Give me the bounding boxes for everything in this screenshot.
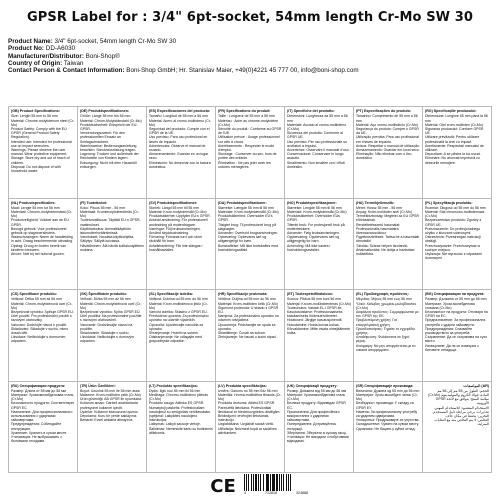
- spec-grid: [8, 106, 492, 473]
- spec-cell-text: Size: Length 55 mm to 56 mm Material: Chrome-molybdenum steel (Cr-Mo) Product Safety: Comply with the EU GPSR (General Product Safety Regulation). Intended use: Intended for professional use on impact wrenches. Warnings: Please observe the user manual. Wear protective equipment. Storage: Store dry and out of reach of children. Disposal: Do not dispose of with household waste.: [11, 114, 75, 173]
- spec-cell-heading: (GB) Product Specifications:: [11, 109, 60, 113]
- spec-cell: [78, 290, 147, 382]
- spec-cell-heading: (NO) Produktspesifikasjoner:: [287, 200, 337, 205]
- spec-cell-text: Velikost: Délka 55 mm až 56 mm Materiál: Chrom-molybdenová ocel (Cr-Mo) Bezpečnost výrobku: Splňuje GPSR EU. Účel použití: Pro profesionální použití s rázovými utahováky. Varování: Dodržujte návod k použití. Skladování: Skladujte v suchu, mimo dosah dětí. Likvidace: Nelikvidujte s domovním odpadem.: [11, 297, 74, 344]
- spec-cell-heading: (BG) Спецификации на продукта:: [425, 292, 485, 296]
- spec-cell-heading: (NL) Productspecificaties:: [11, 200, 56, 205]
- spec-cell: [285, 199, 354, 291]
- spec-cell-heading: (HU) Termékjellemzők:: [356, 200, 395, 205]
- spec-cell-heading: (SK) Špecifikácie produktu:: [80, 292, 127, 296]
- barcode-bar: [253, 474, 254, 491]
- spec-cell-heading: (LV) Produkta specifikācijas:: [218, 383, 267, 388]
- spec-cell-heading: (UK) Специфікації продукту:: [287, 383, 338, 388]
- spec-cell: [147, 382, 216, 474]
- spec-cell: [285, 107, 354, 199]
- spec-cell-text: Boyut: Uzunluk 55 mm ile 56 mm arası Malzeme: Krom-molibden çelik (Cr-Mo) Ürün güvenliği: AB GPSR ile uyumludur. Kullanım amacı: Darbeli anahtarlarda profesyonel kullanım içindir. Uyarılar: Kullanım kılavuzuna uyunuz. Depolama: Kuru bir yerde saklayınız. Bertaraf: Evsel atıklarla atmayınız.: [80, 388, 143, 423]
- barcode-right-group: 324888: [296, 491, 308, 495]
- spec-cell: [78, 382, 147, 474]
- spec-cell: [285, 290, 354, 382]
- spec-cell: [216, 290, 285, 382]
- spec-cell-heading: (SR) Спецификације производа:: [356, 383, 414, 388]
- spec-cell: [423, 199, 492, 291]
- barcode-bars: [244, 474, 308, 491]
- spec-cell-heading: (PL) Specyfikacja produktu:: [425, 200, 473, 205]
- barcode-bar: [270, 474, 271, 491]
- spec-cell: [354, 382, 423, 474]
- spec-cell-text: Størrelse: Længde 55 mm til 56 mm Materiale: Krom-molybdænstål (Cr-Mo) Produktsikkerhed: Overholder EU's GPSR. Tilsigtet brug: Til professionel brug på slagnøgler. Advarsler: Overhold brugsanvisningen. Opbevaring: Opbevares tørt og utilgængeligt for børn. Bortskaffelse: Må ikke bortskaffes med husholdningsaffald.: [218, 205, 279, 252]
- spec-cell: [354, 199, 423, 291]
- label-title: GPSR Label for : 3/4" 6pt-socket, 54mm length Cr-Mo SW 30: [26, 10, 474, 25]
- spec-cell-heading: (RU) Спецификации продукта:: [11, 383, 66, 388]
- spec-cell-heading: (FI) Tuotetiedot:: [80, 200, 108, 205]
- barcode-bar: [263, 474, 264, 491]
- spec-cell-heading: (HR) Specifikacije proizvoda:: [218, 292, 268, 296]
- spec-cell-text: الحجم: الطول من 55 مم إلى 56 مم المادة: فولاذ الكروم والموليبدينوم (Cr-Mo) سلامة المنتج: يتوافق مع لائحة GPSR الأوروبية. الاستخدام المقصود: للاستخدام المهني. تحذيرات: يرجى مراعاة دليل المستخدم. التخزين: يحفظ في مكان جاف. التخلص: لا يتم التخلص منه مع النفايات المنزلية.: [428, 388, 489, 427]
- spec-cell-heading: (EL) Προδιαγραφές προϊόντος:: [356, 292, 410, 296]
- info-row-country-of-origin: Country of Origin: Taiwan: [8, 59, 84, 67]
- spec-cell-text: Размер: Дължина от 55 mm до 56 mm Материал: Хром-молибденова стомана (Cr-Mo) Безопасност на продукта: Отговаря на GPSR на ЕС. Предназначение: За професионална употреба с ударни гайковерти. Предупреждения: Спазвайте ръководството за употреба. Съхранение: Да се съхранява на сухо място. Изхвърляне: Да не се изхвърля с битовите отпадъци.: [425, 297, 488, 352]
- spec-cell-text: Taille : Longueur de 55 mm à 56 mm Matériau : Acier au chrome-molybdène (Cr-Mo) Sécurité du produit : Conforme au GPSR de l'UE. Utilisation prévue : Usage professionnel sur clés à chocs. Avertissements : Respecter le mode d'emploi. Stockage : Conserver au sec, hors de portée des enfants. Élimination : Ne pas jeter avec les ordures ménagères.: [218, 114, 282, 169]
- spec-cell-text: Veličina: Duljina od 55 mm do 56 mm Materijal: Krom-molibden čelik (Cr-Mo) Sigurnost proizvoda: U skladu s GPSR EU. Namjena: Za profesionalnu uporabu na udarnim odvijačima. Upozorenja: Pridržavajte se uputa za uporabu. Skladištenje: Čuvati na suhom. Zbrinjavanje: Ne bacati u kućni otpad.: [218, 297, 279, 340]
- spec-cell-text: Storlek: Längd 55 mm till 56 mm Material: Krom-molybdenstål (Cr-Mo) Produktsäkerhet: Uppfyller EU:s GPSR. Avsedd användning: För professionell användning på mutterdragare. Varningar: Följ bruksanvisningen. Använd skyddsutrustning. Förvaring: Förvaras torrt och utom räckhåll för barn. Avfallshantering: Får inte slängas i hushållsavfallet.: [149, 205, 211, 252]
- info-row-product-no: Product No: DD-A6030: [8, 45, 76, 53]
- spec-cell-text: Rozmiar: Długość od 55 mm do 56 mm Materiał: Stal chromowo-molibdenowa (Cr-Mo) Bezpieczeństwo produktu: Zgodny z GPSR UE. Przeznaczenie: Do profesjonalnego użytku z kluczami udarowymi. Ostrzeżenia: Przestrzegać instrukcji obsługi. Przechowywanie: Przechowywać w suchym miejscu. Utylizacja: Nie wyrzucać z odpadami domowymi.: [425, 205, 486, 261]
- spec-cell-text: Величина: Дужина од 55 mm до 56 mm Материјал: Хром-молибден челик (Cr-Mo) Безбедност производа: У складу са GPSR ЕУ. Намена: За професионалну употребу са ударним одвијачима. Упозорења: Придржавајте се упутства. Складиштење: Чувати на сувом месту. Одлагање: Не бацати у кућни отпад.: [356, 388, 420, 431]
- spec-cell: [423, 382, 492, 474]
- barcode-bar: [246, 474, 247, 491]
- barcode-bar: [267, 474, 268, 491]
- spec-cell-heading: (DA) Produktspecifikationer:: [218, 200, 267, 205]
- spec-cell-text: Izmērs: Garums no 55 mm līdz 56 mm Materiāls: Hroma-molibdēna tērauds (Cr-Mo) Produkta drošums: Atbilst ES GPSR. Paredzētā lietošana: Profesionālai lietošanai ar triecienuzgriežņu atslēgām. Brīdinājumi: Ievērojiet lietošanas instrukciju. Uzglabāšana: Uzglabāt sausā vietā. Utilizācija: Neizmest kopā ar sadzīves atkritumiem.: [218, 388, 282, 435]
- spec-cell: [216, 107, 285, 199]
- barcode-digits: [244, 491, 308, 496]
- spec-cell-heading: (ES) Especificaciones del producto:: [149, 109, 211, 113]
- spec-cell-heading: (IT) Specifiche del prodotto:: [287, 109, 335, 113]
- spec-cell: [147, 107, 216, 199]
- spec-cell-text: Размер: Длина от 55 мм до 56 мм Материал: Хромомолибденовая сталь (Cr-Mo) Безопасность продукта: Соответствует GPSR ЕС. Назначение: Для профессионального использования с ударными гайковертами. Предупреждения: Соблюдайте инструкцию. Хранение: Хранить в сухом месте. Утилизация: Не выбрасывать с бытовыми отходами.: [11, 388, 75, 444]
- spec-cell-text: Méret: Hossz 55 mm - 56 mm Anyag: Króm-molibdén acél (Cr-Mo) Termékbiztonság: Megfelel az EU GPSR előírásainak. Rendeltetésszerű használat: Professzionális használatra ütvecsavarozókhoz. Figyelmeztetések: Tartsa be a használati útmutatót. Tárolás: Száraz helyen tárolandó. Ártalmatlanítás: Ne dobja a háztartási hulladékba.: [356, 205, 420, 257]
- spec-cell-text: Maat: Lengte 55 mm tot 56 mm Materiaal: Chroom-molybdeenstaal (Cr-Mo) Productveiligheid: Voldoet aan de EU GPSR. Beoogd gebruik: Voor professioneel gebruik op slagmoersleutels. Waarschuwingen: Neem de handleiding in acht. Draag beschermende uitrusting. Opslag: Droog en buiten bereik van kinderen bewaren. Afvoer: Niet bij het huisvuil gooien.: [11, 205, 74, 257]
- spec-cell-heading: (CS) Specifikace produktu:: [11, 292, 57, 296]
- barcode-bar: [276, 474, 277, 491]
- spec-cell-text: Tamanho: Comprimento de 55 mm a 56 mm Material: Aço cromo-molibdénio (Cr-Mo) Segurança do produto: Cumpre o GPSR da UE. Utilização prevista: Para uso profissional em chaves de impacto. Avisos: Respeitar o manual de utilização. Armazenamento: Guardar em local seco. Eliminação: Não eliminar com o lixo doméstico.: [356, 114, 420, 161]
- barcode-bar: [288, 474, 289, 491]
- info-row-manufacturer: Manufacturer/Distributor: Boni-Shop®: [8, 52, 120, 60]
- ean-barcode: [244, 474, 308, 498]
- spec-cell: [9, 199, 78, 291]
- spec-cell: [147, 290, 216, 382]
- spec-cell: [9, 382, 78, 474]
- spec-cell-heading: (PT) Especificações do produto:: [356, 109, 412, 113]
- barcode-bar: [281, 474, 282, 491]
- info-row-product-name: Product Name: 3/4" 6pt-socket, 54mm length Cr-Mo SW 30: [8, 38, 177, 45]
- barcode-bar: [290, 474, 291, 491]
- spec-cell: [9, 290, 78, 382]
- spec-cell-text: Dimensiune: Lungime 55 mm până la 56 mm Material: Oțel crom-molibden (Cr-Mo) Siguranța produsului: Conform GPSR UE. Utilizare prevăzută: Pentru utilizare profesională la chei cu impact. Avertismente: Respectați manualul de utilizare. Depozitare: A se păstra la loc uscat. Eliminare: Nu aruncați împreună cu deșeurile menajere.: [425, 114, 488, 165]
- spec-cell-text: Dydis: Ilgis nuo 55 mm iki 56 mm Medžiaga: Chromo-molibdeno plienas (Cr-Mo) Produkto sauga: Atitinka ES GPSR. Numatytoji paskirtis: Profesionaliam naudojimui su smūginiais veržliasukiais. Įspėjimai: Laikykitės naudojimo instrukcijos. Laikymas: Laikyti sausoje vietoje. Šalinimas: Nemeskite kartu su buitinėmis atliekomis.: [149, 388, 213, 435]
- spec-cell-heading: (DE) Produktspezifikationen:: [80, 109, 130, 113]
- barcode-first-digit: 4: [244, 491, 246, 495]
- barcode-bar: [255, 474, 257, 491]
- spec-cell-heading: (LT) Produkto specifikacijos:: [149, 383, 199, 388]
- barcode-left-group: 712818: [265, 491, 277, 495]
- spec-cell-text: Velikost: Dolžina od 55 mm do 56 mm Material: Krom-molibdenovo jeklo (Cr-Mo) Varnost izdelka: Skladno z GPSR EU. Predvidena uporaba: Za profesionalno uporabo na udarnih vijačnikih. Opozorila: Upoštevajte navodila za uporabo. Shranjevanje: Hraniti na suhem. Odstranjevanje: Ne odlagajte med gospodinjske odpadke.: [149, 297, 209, 344]
- spec-cell: [423, 107, 492, 199]
- spec-cell: [285, 382, 354, 474]
- barcode-bar: [260, 474, 261, 491]
- spec-cell: [216, 382, 285, 474]
- spec-cell-text: Розмір: Довжина від 55 мм до 56 мм Матеріал: Хромомолібденова сталь (Cr-Mo) Безпека продукту: Відповідає GPSR ЄС. Призначення: Для професійного використання з ударними гайковертами. Попередження: Дотримуйтесь інструкції. Зберігання: Зберігати в сухому місці. Утилізація: Не викидати з побутовими відходами.: [287, 388, 349, 444]
- spec-cell-text: Størrelse: Lengde 55 mm til 56 mm Materiale: Krom-molybdenstål (Cr-Mo) Produktsikkerhet: Overholder EUs GPSR. Tiltenkt bruk: For profesjonell bruk på muttertrekkere. Advarsler: Følg bruksanvisningen. Oppbevaring: Oppbevares tørt og utilgjengelig for barn. Avhending: Må ikke kastes i husholdningsavfallet.: [287, 205, 347, 252]
- info-row-contact: Contact Person & Contact Information: Boni-Shop GmbH; Hr. Stanislav Maier, +49(0)4221 45 777 00, info@boni-shop.com: [8, 67, 359, 75]
- spec-cell-heading: (SV) Produktspecifikationer:: [149, 200, 198, 205]
- spec-cell-text: Veľkosť: Dĺžka 55 mm až 56 mm Materiál: Chróm-molybdénová oceľ (Cr-Mo) Bezpečnosť výrobku: Spĺňa GPSR EÚ. Účel použitia: Na profesionálne použitie s rázovými uťahovačmi. Varovanie: Dodržiavajte návod na použitie. Skladovanie: Skladujte v suchu. Likvidácia: Nelikvidujte s domovým odpadom.: [80, 297, 142, 344]
- spec-cell-text: Koko: Pituus 55 mm - 56 mm Materiaali: Kromimolybdeeniteräs (Cr-Mo) Tuoteturvallisuus: Täyttää EU:n GPSR-vaatimukset. Käyttötarkoitus: Ammattikäyttöön iskumutterinvääntimissä. Varoitukset: Noudata käyttöohjetta. Säilytys: Säilytä kuivassa. Hävittäminen: Älä hävitä kotitalousjätteen mukana.: [80, 205, 145, 252]
- spec-cell-text: Tamaño: Longitud de 55 mm a 56 mm Material: Acero al cromo-molibdeno (Cr-Mo) Seguridad del producto: Cumple con el GPSR de la UE. Uso previsto: Para uso profesional en llaves de impacto. Advertencias: Observe el manual de usuario. Almacenamiento: Guardar en un lugar seco. Eliminación: No desechar con la basura doméstica.: [149, 114, 212, 169]
- spec-cell: [354, 290, 423, 382]
- spec-cell-heading: (RO) Specificațiile produsului:: [425, 109, 477, 113]
- ce-mark: CE: [210, 476, 236, 497]
- spec-cell: [78, 199, 147, 291]
- spec-cell-text: Größe: Länge 55 mm bis 56 mm Material: Chrom-Molybdänstahl (Cr-Mo) Produktsicherheit: Entspricht der EU-GPSR. Verwendungszweck: Für den professionellen Einsatz an Schlagschraubern. Warnhinweise: Bedienungsanleitung beachten. Schutzausrüstung tragen. Lagerung: Trocken und außerhalb der Reichweite von Kindern lagern. Entsorgung: Nicht mit dem Hausmüll entsorgen.: [80, 114, 142, 169]
- spec-cell-text: Μέγεθος: Μήκος 55 mm έως 56 mm Υλικό: Χάλυβας χρωμίου-μολυβδαινίου (Cr-Mo) Ασφάλεια προϊόντος: Συμμορφώνεται με τον GPSR της ΕΕ. Προβλεπόμενη χρήση: Για επαγγελματική χρήση. Προειδοποιήσεις: Τηρείτε το εγχειρίδιο χρήσης. Αποθήκευση: Φυλάσσεται σε ξηρό μέρος. Απόρριψη: Να μην απορρίπτεται με τα οικιακά απορρίμματα.: [356, 297, 419, 352]
- spec-cell-heading: (FR) Spécifications du produit:: [218, 109, 271, 113]
- spec-cell-text: Suurus: Pikkus 55 mm kuni 56 mm Materjal: Kroom-molübdeenteras (Cr-Mo) Tooteohutus: Vastab EL-i GPSR-ile. Kasutusotstarve: Professionaalseks kasutamiseks löökmutrivõtmetel. Hoiatused: Järgige kasutusjuhendit. Hoiustamine: Hoida kuivas kohas. Kõrvaldamine: Mitte visata olmejäätmete hulka.: [287, 297, 351, 335]
- spec-cell: [9, 107, 78, 199]
- spec-cell-heading: (AR) المواصفات:: [462, 383, 489, 388]
- spec-cell-text: Dimensioni: Lunghezza da 55 mm a 56 mm Materiale: Acciaio al cromo-molibdeno (Cr-Mo) Sicurezza del prodotto: Conforme al GPSR UE. Uso previsto: Per uso professionale su avvitatori a impulsi. Avvertenze: Osservare il manuale d'uso. Conservazione: Conservare in luogo asciutto. Smaltimento: Non smaltire con i rifiuti domestici.: [287, 114, 350, 169]
- label-footer: [8, 474, 492, 500]
- spec-cell: [147, 199, 216, 291]
- barcode-bar: [251, 474, 252, 491]
- barcode-bar: [248, 474, 249, 491]
- spec-cell: [354, 107, 423, 199]
- spec-cell-heading: (TR) Ürün Özellikleri:: [80, 383, 116, 388]
- spec-cell: [423, 290, 492, 382]
- spec-cell: [78, 107, 147, 199]
- spec-cell-heading: (SL) Specifikacije izdelka:: [149, 292, 193, 296]
- barcode-bar: [279, 474, 280, 491]
- spec-cell-heading: (ET) Tootespetsifikatsioon:: [287, 292, 334, 296]
- barcode-bar: [283, 474, 284, 491]
- spec-cell: [216, 199, 285, 291]
- product-info: [8, 38, 492, 74]
- barcode-bar: [273, 474, 275, 491]
